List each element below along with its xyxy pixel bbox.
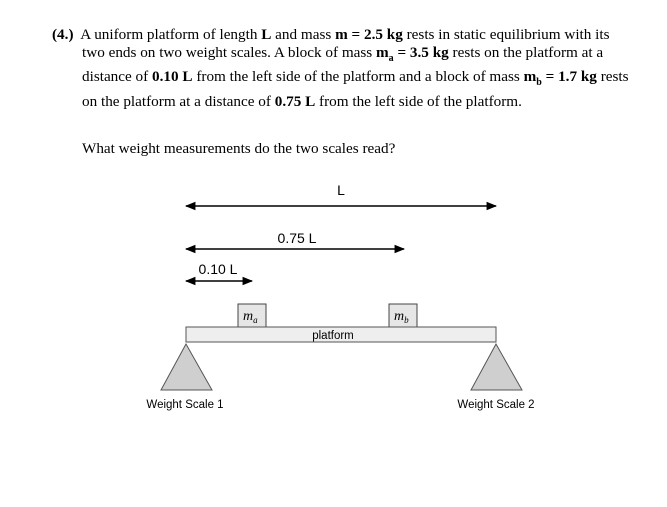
block-b-label: $m_b$ [394, 309, 409, 325]
problem-text-part: from the left side of the platform. [315, 92, 522, 110]
question-text: What weight measurements do the two scales read? [82, 140, 396, 157]
length-symbol: L [261, 26, 272, 43]
weight-scale-2 [471, 344, 522, 390]
block-b-mass: $m_b = 1.7$ kg [523, 68, 597, 89]
weight-scale-1-label: Weight Scale 1 [146, 399, 224, 411]
block-a-mass: $m_a = 3.5$ kg [376, 44, 449, 65]
platform-mass: m = 2.5 kg [335, 26, 403, 43]
block-a-distance: 0.10 L [152, 68, 193, 86]
problem-text-part: rests on the platform at a distance of [82, 44, 604, 86]
problem-text-part: rests on the platform at a distance of [82, 68, 629, 110]
distance-a-label: 0.10 L [198, 261, 238, 277]
problem-text-part: A uniform platform of length [80, 26, 262, 43]
distance-b-label: 0.75 L [277, 230, 317, 246]
problem-number: (4.) [52, 26, 74, 43]
weight-scale-1 [161, 344, 212, 390]
block-b-distance: 0.75 L [274, 92, 316, 110]
length-label: L [337, 182, 345, 198]
platform-label: platform [312, 330, 354, 342]
problem-text-part: from the left side of the platform and a block of mass [192, 68, 524, 86]
problem-text-part: and mass [271, 26, 336, 43]
weight-scale-2-label: Weight Scale 2 [457, 399, 535, 411]
problem-text-part: rests in static equilibrium with its two ends on two weight scales. A block of mass [82, 26, 610, 62]
block-a-label: $m_a$ [243, 309, 258, 325]
